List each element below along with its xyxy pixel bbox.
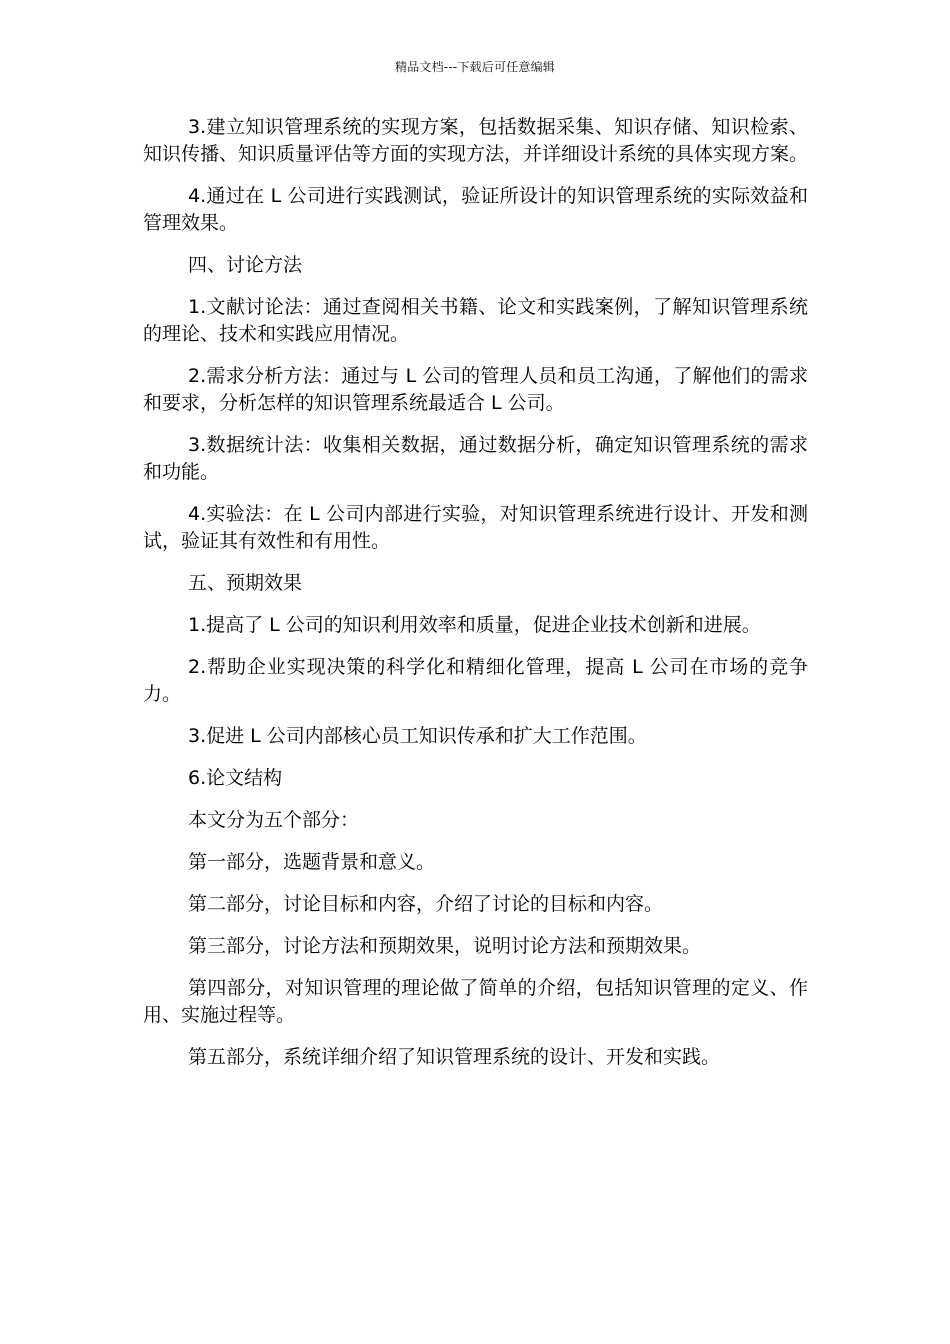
paragraph-structure-intro: 本文分为五个部分： bbox=[188, 809, 360, 831]
paragraph-impl-plan: 3.建立知识管理系统的实现方案，包括数据采集、知识存储、知识检索、知识传播、知识质量评估等方面的实现方法，并详细设计系统的具体实现方案。 bbox=[143, 116, 809, 165]
paragraph-expected-2: 2.帮助企业实现决策的科学化和精细化管理，提高 L 公司在市场的竞争力。 bbox=[143, 656, 808, 705]
paragraph-practice-test: 4.通过在 L 公司进行实践测试，验证所设计的知识管理系统的实际效益和管理效果。 bbox=[143, 185, 808, 234]
paragraph-literature-method: 1.文献讨论法：通过查阅相关书籍、论文和实践案例，了解知识管理系统的理论、技术和实践应用情况。 bbox=[143, 296, 808, 345]
paragraph-experiment-method: 4.实验法：在 L 公司内部进行实验，对知识管理系统进行设计、开发和测试，验证其有效性和有用性。 bbox=[143, 503, 808, 552]
page-header: 精品文档---下载后可任意编辑 bbox=[395, 60, 555, 74]
paragraph-expected-1: 1.提高了 L 公司的知识利用效率和质量，促进企业技术创新和进展。 bbox=[188, 614, 761, 636]
paragraph-part-3: 第三部分，讨论方法和预期效果，说明讨论方法和预期效果。 bbox=[188, 935, 702, 957]
paragraph-statistics-method: 3.数据统计法：收集相关数据，通过数据分析，确定知识管理系统的需求和功能。 bbox=[143, 434, 808, 483]
section-heading-structure: 6.论文结构 bbox=[188, 767, 283, 789]
paragraph-part-5: 第五部分，系统详细介绍了知识管理系统的设计、开发和实践。 bbox=[188, 1046, 721, 1068]
document-body bbox=[143, 114, 808, 1086]
paragraph-expected-3: 3.促进 L 公司内部核心员工知识传承和扩大工作范围。 bbox=[188, 725, 647, 747]
paragraph-requirements-method: 2.需求分析方法：通过与 L 公司的管理人员和员工沟通，了解他们的需求和要求，分析怎样的知识管理系统最适合 L 公司。 bbox=[143, 365, 808, 414]
section-heading-expected: 五、预期效果 bbox=[188, 572, 303, 594]
paragraph-part-1: 第一部分，选题背景和意义。 bbox=[188, 851, 436, 873]
section-heading-methods: 四、讨论方法 bbox=[188, 254, 303, 276]
paragraph-part-2: 第二部分，讨论目标和内容，介绍了讨论的目标和内容。 bbox=[188, 893, 664, 915]
paragraph-part-4: 第四部分，对知识管理的理论做了简单的介绍，包括知识管理的定义、作用、实施过程等。 bbox=[143, 977, 808, 1026]
